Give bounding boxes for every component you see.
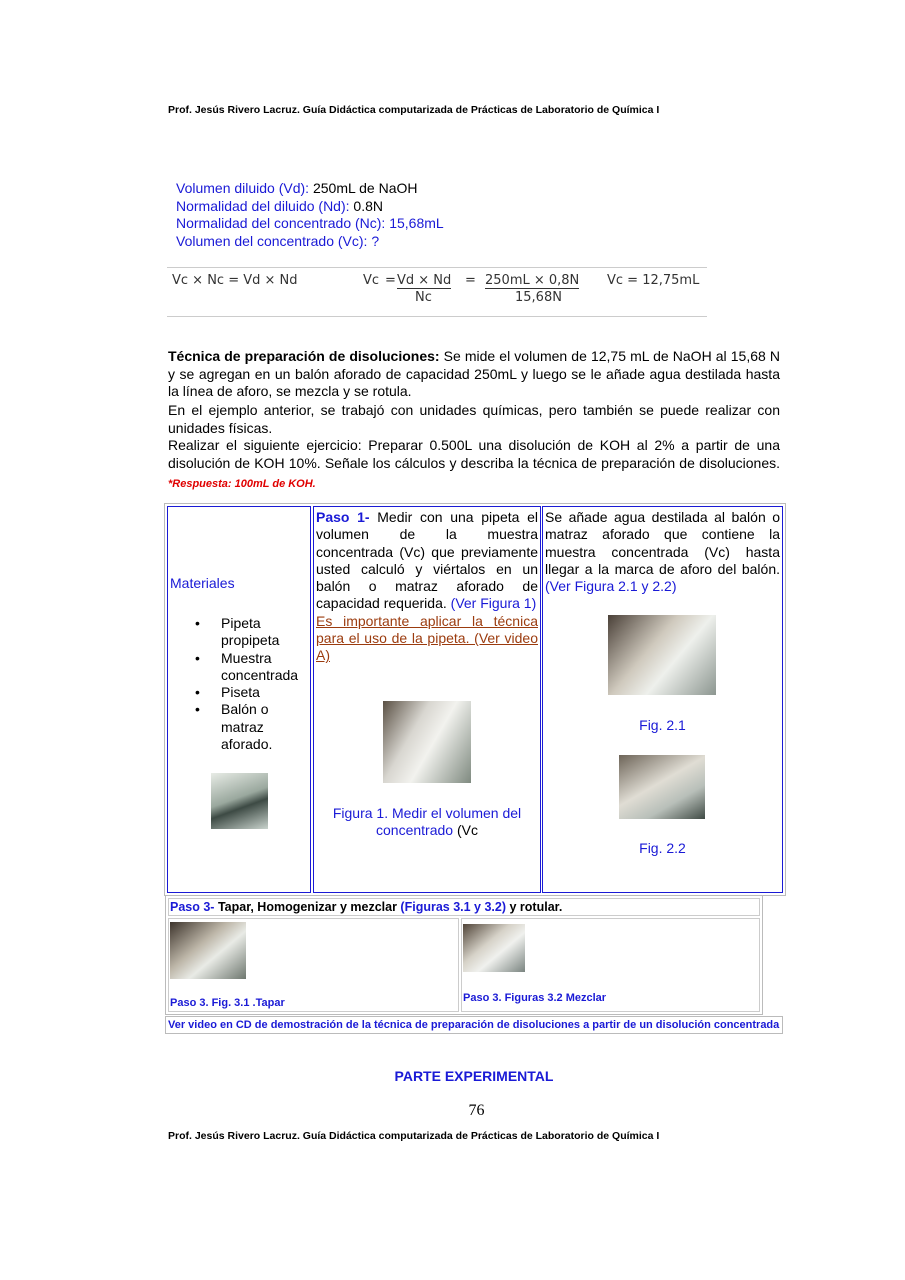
- data-line: Volumen del concentrado (Vc): ?: [176, 232, 380, 249]
- fig22-caption: Fig. 2.2: [639, 840, 686, 856]
- formula-eq1: Vc × Nc = Vd × Nd: [172, 273, 298, 288]
- ejercicio-paragraph: Realizar el siguiente ejercicio: Preparar 0.500L una disolución de KOH al 2% a partir de una disolución de KOH 10%. Señale los cálculos y describa la técnica de preparación de disoluciones. *Respuesta: 100mL de KOH.: [168, 437, 780, 490]
- pipeta-video-link[interactable]: Es importante aplicar la técnica para el uso de la pipeta. (Ver video A): [316, 612, 538, 664]
- fig32-cell: [461, 918, 760, 1012]
- list-item: • Piseta: [168, 684, 310, 701]
- materiales-cell: [167, 506, 311, 893]
- formula-result: Vc = 12,75mL: [607, 273, 700, 288]
- respuesta: *Respuesta: 100mL de KOH.: [168, 478, 316, 490]
- mezclar-photo: [463, 924, 525, 972]
- page-number: 76: [468, 1102, 485, 1119]
- data-line: Volumen diluido (Vd): 250mL de NaOH: [176, 180, 418, 196]
- formula-eq3-den: 15,68N: [515, 290, 562, 305]
- paso1-title: Paso 1-: [316, 509, 370, 525]
- video-note[interactable]: Ver video en CD de demostración de la técnica de preparación de disoluciones a partir de un disolución concentrada: [165, 1016, 783, 1034]
- formula-eq2-left: Vc: [363, 273, 380, 288]
- data-line: Normalidad del concentrado (Nc): 15,68mL: [176, 215, 444, 231]
- problem-data: [176, 180, 444, 250]
- fig32-caption: Paso 3. Figuras 3.2 Mezclar: [463, 992, 607, 1004]
- tapar-photo: [170, 922, 246, 979]
- list-item: • Balón o matraz aforado.: [168, 701, 310, 753]
- materiales-title: Materiales: [170, 575, 235, 591]
- formula-box: Vc × Nc = Vd × Nd Vc = Vd × Nd Nc = 250mL × 0,8N 15,68N Vc = 12,75mL: [167, 267, 707, 317]
- flask-photo-1: [608, 615, 716, 695]
- fig31-caption: Paso 3. Fig. 3.1 .Tapar: [170, 997, 285, 1009]
- formula-eq2-num: Vd × Nd: [397, 273, 452, 288]
- fig21-caption: Fig. 2.1: [639, 717, 686, 733]
- page-header: Prof. Jesús Rivero Lacruz. Guía Didáctica computarizada de Prácticas de Laboratorio de Química I: [168, 104, 660, 116]
- ejemplo-paragraph: En el ejemplo anterior, se trabajó con unidades químicas, pero también se puede realizar con unidades físicas.: [168, 402, 780, 436]
- data-line: Normalidad del diluido (Nd): 0.8N: [176, 197, 383, 214]
- paso3-section: [165, 895, 763, 1015]
- fig31-cell: [168, 918, 459, 1012]
- pipette-photo: [383, 701, 471, 783]
- paso2-cell: Se añade agua destilada al balón o matraz aforado que contiene la muestra concentrada (Vc) hasta llegar a la marca de aforo del balón. (Ver Figura 2.1 y 2.2) Fig. 2.1 Fig. 2.2: [542, 506, 783, 893]
- paso3-header: Paso 3- Tapar, Homogenizar y mezclar (Figuras 3.1 y 3.2) y rotular.: [168, 898, 760, 916]
- formula-eq2-den: Nc: [415, 290, 432, 305]
- formula-eq3-num: 250mL × 0,8N: [485, 273, 580, 288]
- materiales-list: [168, 615, 310, 753]
- procedure-table: [164, 503, 786, 896]
- paso1-cell: Paso 1- Medir con una pipeta el volumen de la muestra concentrada (Vc) que previamente usted calculó y viértalos en un balón o matraz aforado de capacidad requerida. (Ver Figura 1) Es importante aplicar la técnica para el uso de la pipeta. (Ver video A) Figura 1. Medir el volumen del concentrado (Vc: [313, 506, 541, 893]
- list-item: • Muestra concentrada: [168, 650, 310, 685]
- flask-photo-2: [619, 755, 705, 819]
- materials-photo: [211, 773, 268, 829]
- figure1-caption: Figura 1. Medir el volumen del concentrado (Vc: [332, 805, 522, 839]
- section-title: PARTE EXPERIMENTAL: [394, 1068, 554, 1084]
- list-item: • Pipeta propipeta: [168, 615, 310, 650]
- tecnica-paragraph: Técnica de preparación de disoluciones: Se mide el volumen de 12,75 mL de NaOH al 15,68 N y se agregan en un balón aforado de capacidad 250mL y luego se le añade agua destilada hasta la línea de aforo, se mezcla y se rotula.: [168, 348, 780, 399]
- page-footer: Prof. Jesús Rivero Lacruz. Guía Didáctica computarizada de Prácticas de Laboratorio de Química I: [168, 1130, 660, 1142]
